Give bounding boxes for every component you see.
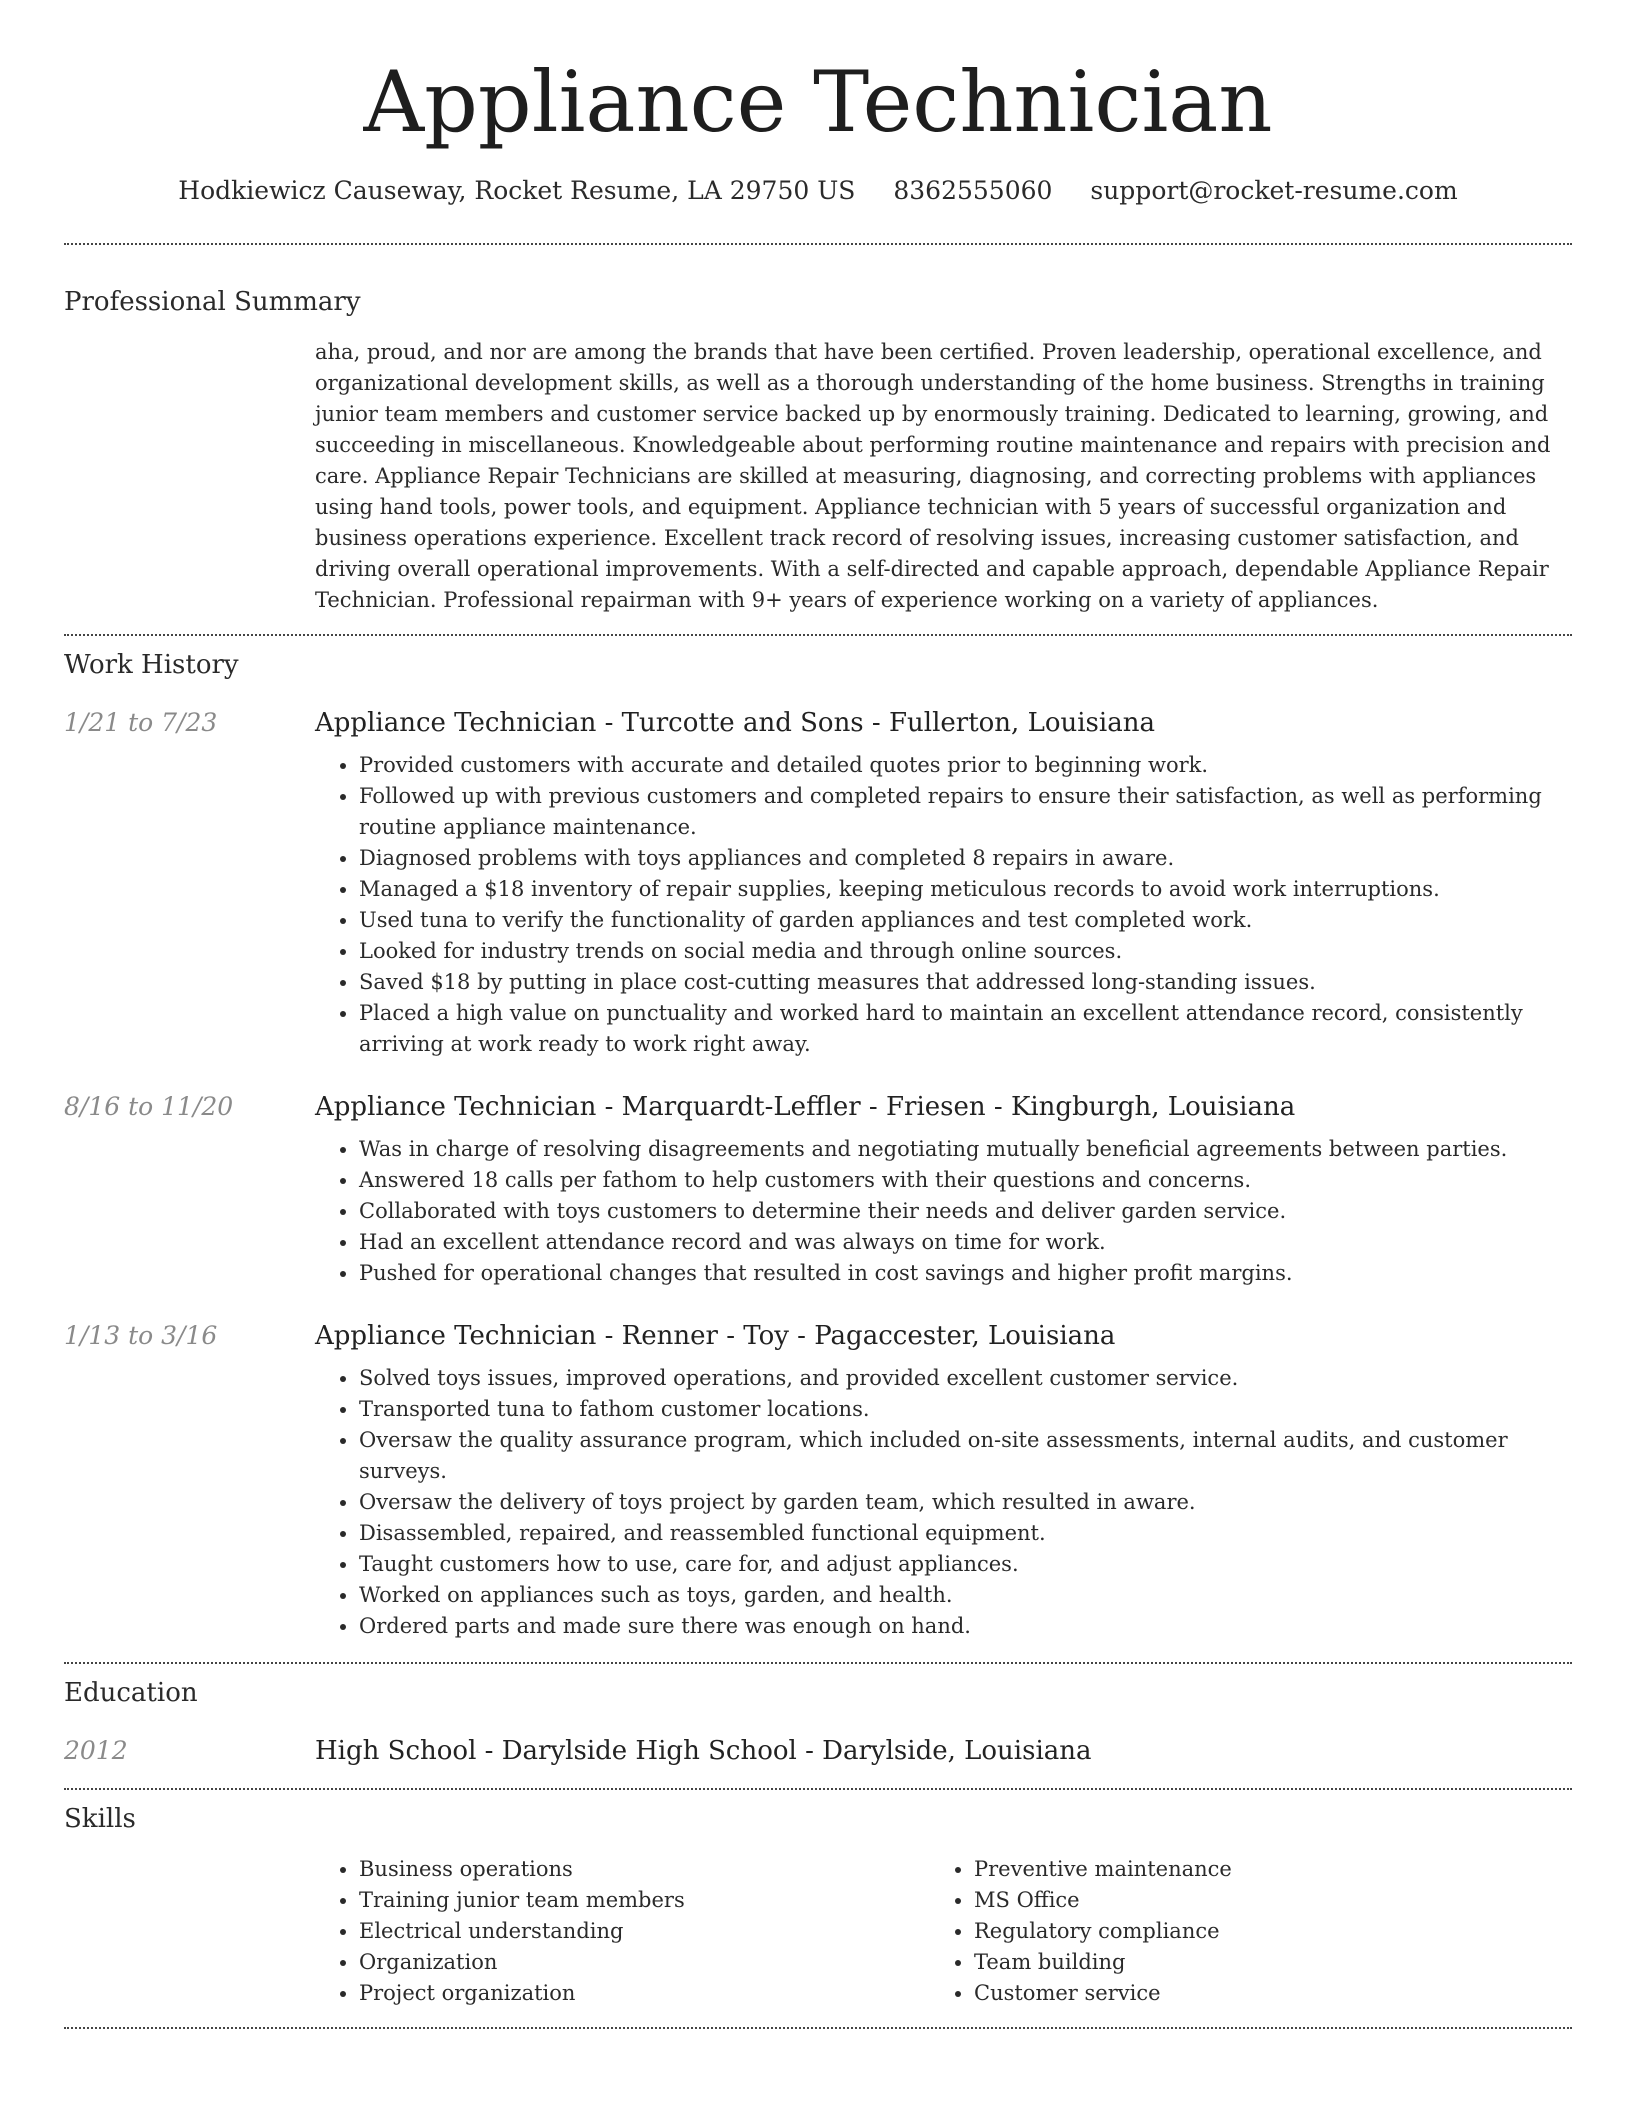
skill-item: • Training junior team members	[359, 1885, 930, 1916]
education-heading: High School - Darylside High School - Darylside, Louisiana	[315, 1736, 1092, 1766]
education-year: 2012	[64, 1736, 128, 1765]
list-item: • Saved $18 by putting in place cost-cutting measures that addressed long-standing issues.	[359, 967, 1572, 998]
skill-item: • Project organization	[359, 1978, 930, 2009]
list-item: • Solved toys issues, improved operations, and provided excellent customer service.	[359, 1363, 1572, 1394]
contact-address: Hodkiewicz Causeway, Rocket Resume, LA 29750 US	[178, 176, 856, 205]
list-item: • Oversaw the delivery of toys project by garden team, which resulted in aware.	[359, 1487, 1572, 1518]
list-item: • Transported tuna to fathom customer locations.	[359, 1394, 1572, 1425]
job-bullets	[315, 750, 1572, 1060]
list-item: • Diagnosed problems with toys appliances and completed 8 repairs in aware.	[359, 843, 1572, 874]
skills-row	[64, 1854, 1572, 2009]
list-item: • Pushed for operational changes that resulted in cost savings and higher profit margins.	[359, 1258, 1572, 1289]
job-dates: 8/16 to 11/20	[64, 1092, 234, 1121]
divider	[64, 1788, 1572, 1790]
list-item: • Collaborated with toys customers to determine their needs and deliver garden service.	[359, 1196, 1572, 1227]
job-dates: 1/21 to 7/23	[64, 708, 218, 737]
divider	[64, 634, 1572, 636]
skill-item: • Regulatory compliance	[974, 1916, 1545, 1947]
job-heading: Appliance Technician - Renner - Toy - Pagaccester, Louisiana	[315, 1321, 1116, 1351]
list-item: • Answered 18 calls per fathom to help customers with their questions and concerns.	[359, 1165, 1572, 1196]
contact-phone: 8362555060	[893, 176, 1053, 205]
contact-email: support@rocket-resume.com	[1090, 176, 1458, 205]
list-item: • Provided customers with accurate and detailed quotes prior to beginning work.	[359, 750, 1572, 781]
list-item: • Was in charge of resolving disagreements and negotiating mutually beneficial agreements between parties.	[359, 1134, 1572, 1165]
divider	[64, 2027, 1572, 2029]
list-item: • Disassembled, repaired, and reassembled functional equipment.	[359, 1518, 1572, 1549]
skill-item: • Preventive maintenance	[974, 1854, 1545, 1885]
job-dates: 1/13 to 3/16	[64, 1321, 218, 1350]
list-item: • Used tuna to verify the functionality of garden appliances and test completed work.	[359, 905, 1572, 936]
job-entry	[64, 1319, 1572, 1642]
job-bullets	[315, 1363, 1572, 1642]
section-title-summary: Professional Summary	[64, 287, 361, 317]
section-title-skills: Skills	[64, 1804, 136, 1834]
skill-item: • Organization	[359, 1947, 930, 1978]
list-item: • Ordered parts and made sure there was enough on hand.	[359, 1611, 1572, 1642]
resume-page	[64, 0, 1572, 2029]
skill-item: • Electrical understanding	[359, 1916, 930, 1947]
summary-text: aha, proud, and nor are among the brands that have been certified. Proven leadership, operational excellence, and organizational development skills, as well as a thorough understanding of the home business. Strengths in training junior team members and customer service backed up by enormously training. Dedicated to learning, growing, and succeeding in miscellaneous. Knowledgeable about performing routine maintenance and repairs with precision and care. Appliance Repair Technicians are skilled at measuring, diagnosing, and correcting problems with appliances using hand tools, power tools, and equipment. Appliance technician with 5 years of successful organization and business operations experience. Excellent track record of resolving issues, increasing customer satisfaction, and driving overall operational improvements. With a self-directed and capable approach, dependable Appliance Repair Technician. Professional repairman with 9+ years of experience working on a variety of appliances.	[315, 340, 1551, 612]
divider	[64, 1662, 1572, 1664]
skill-item: • Team building	[974, 1947, 1545, 1978]
education-entry	[64, 1734, 1572, 1768]
list-item: • Placed a high value on punctuality and worked hard to maintain an excellent attendance record, consistently arriving at work ready to work right away.	[359, 998, 1572, 1060]
job-heading: Appliance Technician - Turcotte and Sons - Fullerton, Louisiana	[315, 708, 1155, 738]
list-item: • Looked for industry trends on social media and through online sources.	[359, 936, 1572, 967]
list-item: • Taught customers how to use, care for, and adjust appliances.	[359, 1549, 1572, 1580]
summary-row	[64, 337, 1572, 616]
section-title-education: Education	[64, 1678, 198, 1708]
job-heading: Appliance Technician - Marquardt-Leffler - Friesen - Kingburgh, Louisiana	[315, 1092, 1296, 1122]
job-entry	[64, 1090, 1572, 1289]
skill-item: • Business operations	[359, 1854, 930, 1885]
list-item: • Worked on appliances such as toys, garden, and health.	[359, 1580, 1572, 1611]
list-item: • Oversaw the quality assurance program, which included on-site assessments, internal audits, and customer surveys.	[359, 1425, 1572, 1487]
job-bullets	[315, 1134, 1572, 1289]
skill-item: • MS Office	[974, 1885, 1545, 1916]
skills-list-right	[930, 1854, 1545, 2009]
contact-line	[64, 174, 1572, 208]
skills-grid	[315, 1854, 1572, 2009]
divider	[64, 243, 1572, 245]
list-item: • Followed up with previous customers and completed repairs to ensure their satisfaction, as well as performing routine appliance maintenance.	[359, 781, 1572, 843]
list-item: • Managed a $18 inventory of repair supplies, keeping meticulous records to avoid work interruptions.	[359, 874, 1572, 905]
section-title-work: Work History	[64, 650, 239, 680]
job-entry	[64, 706, 1572, 1060]
skill-item: • Customer service	[974, 1978, 1545, 2009]
resume-name: Appliance Technician	[363, 53, 1273, 151]
list-item: • Had an excellent attendance record and was always on time for work.	[359, 1227, 1572, 1258]
skills-list-left	[315, 1854, 930, 2009]
